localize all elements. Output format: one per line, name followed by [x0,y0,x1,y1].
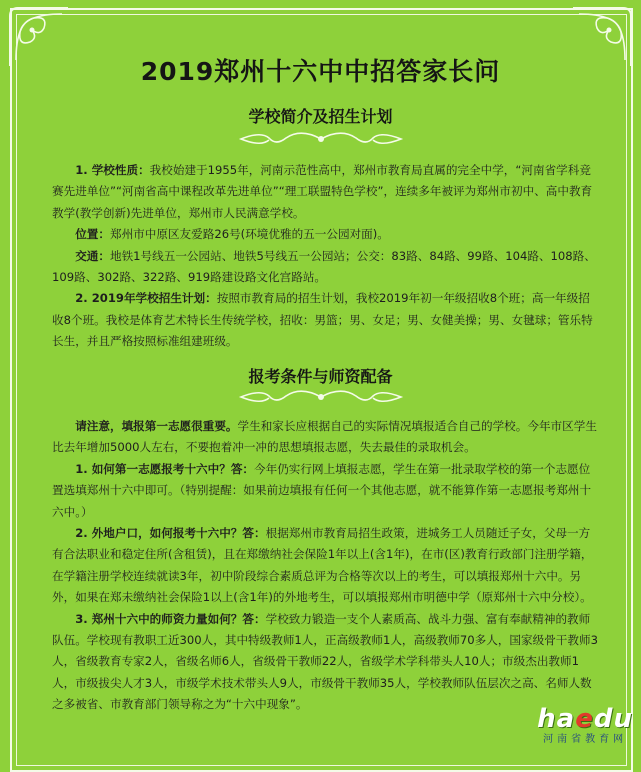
notice-text: 学生和家长应根据自己的实际情况填报适合自己的学校。今年市区学生比去年增加5000人左右，不要抱着冲一冲的思想填报志愿，失去最佳的录取机会。 [52,419,597,455]
page-title: 2019郑州十六中中招答家长问 [140,57,501,86]
traffic-label: 交通： [75,248,110,263]
q3-text: 学校致力锻造一支个人素质高、战斗力强、富有奉献精神的教师队伍。学校现有教职工近300人，其中特级教师1人，正高级教师1人，高级教师70多人，国家级骨干教师3人，省级教育专家2人，省级名师6人，省级骨干教师22人，省级学术学科带头人10人；市级杰出教师1人，市级拔尖人才3人，市级学术技术带头人9人，市级骨干教师35人，学校教师队伍层次之高、名师人数之多被省、市教育部门领导称之为“十六中现象”。 [52,611,598,712]
traffic-text: 地铁1号线五一公园站、地铁5号线五一公园站；公交：83路、84路、99路、104路、108路、109路、302路、322路、919路建设路文化宫路站。 [52,248,596,285]
logo-part-1: ha [537,704,576,734]
section-intro-body [52,160,600,353]
nature-text: 我校始建于1955年，河南示范性高中，郑州市教育局直属的完全中学，“河南省学科竞赛先进单位”“河南省高中课程改革先进单位”“理工联盟特色学校”，连续多年被评为郑州市初中、高中教育教学(教学创新)先进单位，郑州市人民满意学校。 [52,163,593,220]
watermark-subtitle: 河南省教育网 [543,734,628,745]
enroll-plan-text: 按照市教育局的招生计划，我校2019年初一年级招收8个班；高一年级招收8个班。我校是体育艺术特长生传统学校，招收：男篮；男、女足；男、女健美操；男、女毽球；管乐特长生，并且严格按照标准组建班级。 [52,291,593,349]
q2-label: 2. 外地户口，如何报考十六中？答： [75,526,266,541]
logo-part-3: du [593,704,633,734]
flourish-divider-icon [231,128,411,150]
location-text: 郑州市中原区友爱路26号(环境优雅的五一公园对面)。 [109,227,389,242]
notice-label: 请注意，填报第一志愿很重要。 [75,419,238,433]
logo-part-2: e [575,704,594,734]
section-conditions-body [52,416,600,716]
enroll-plan-label: 2. 2019年学校招生计划： [75,291,217,306]
watermark-logo [537,704,633,745]
section-heading-intro: 学校简介及招生计划 [248,107,393,126]
flourish-divider-icon [231,386,411,408]
location-label: 位置： [75,227,110,242]
q1-text: 今年仍实行网上填报志愿，学生在第一批录取学校的第一个志愿位置选填郑州十六中即可。（特别提醒：如果前边填报有任何一个其他志愿，就不能算作第一志愿报考郑州十六中。） [52,461,592,519]
q2-text: 根据郑州市教育局招生政策，进城务工人员随迁子女，父母一方有合法职业和稳定住所(含租赁)，且在郑缴纳社会保险1年以上(含1年)，在市(区)教育行政部门注册学籍，在学籍注册学校连续就读3年，初中阶段综合素质总评为合格等次以上的考生，可以填报郑州十六中。另外，如果在郑未缴纳社会保险1以上(含1年)的外地考生，可以填报郑州市明德中学（原郑州十六中分校）。 [52,526,593,605]
nature-label: 1. 学校性质： [75,163,150,177]
q1-label: 1. 如何第一志愿报考十六中？答： [75,461,255,476]
section-heading-conditions: 报考条件与师资配备 [248,367,393,386]
q3-label: 3. 郑州十六中的师资力量如何？答： [75,611,266,626]
